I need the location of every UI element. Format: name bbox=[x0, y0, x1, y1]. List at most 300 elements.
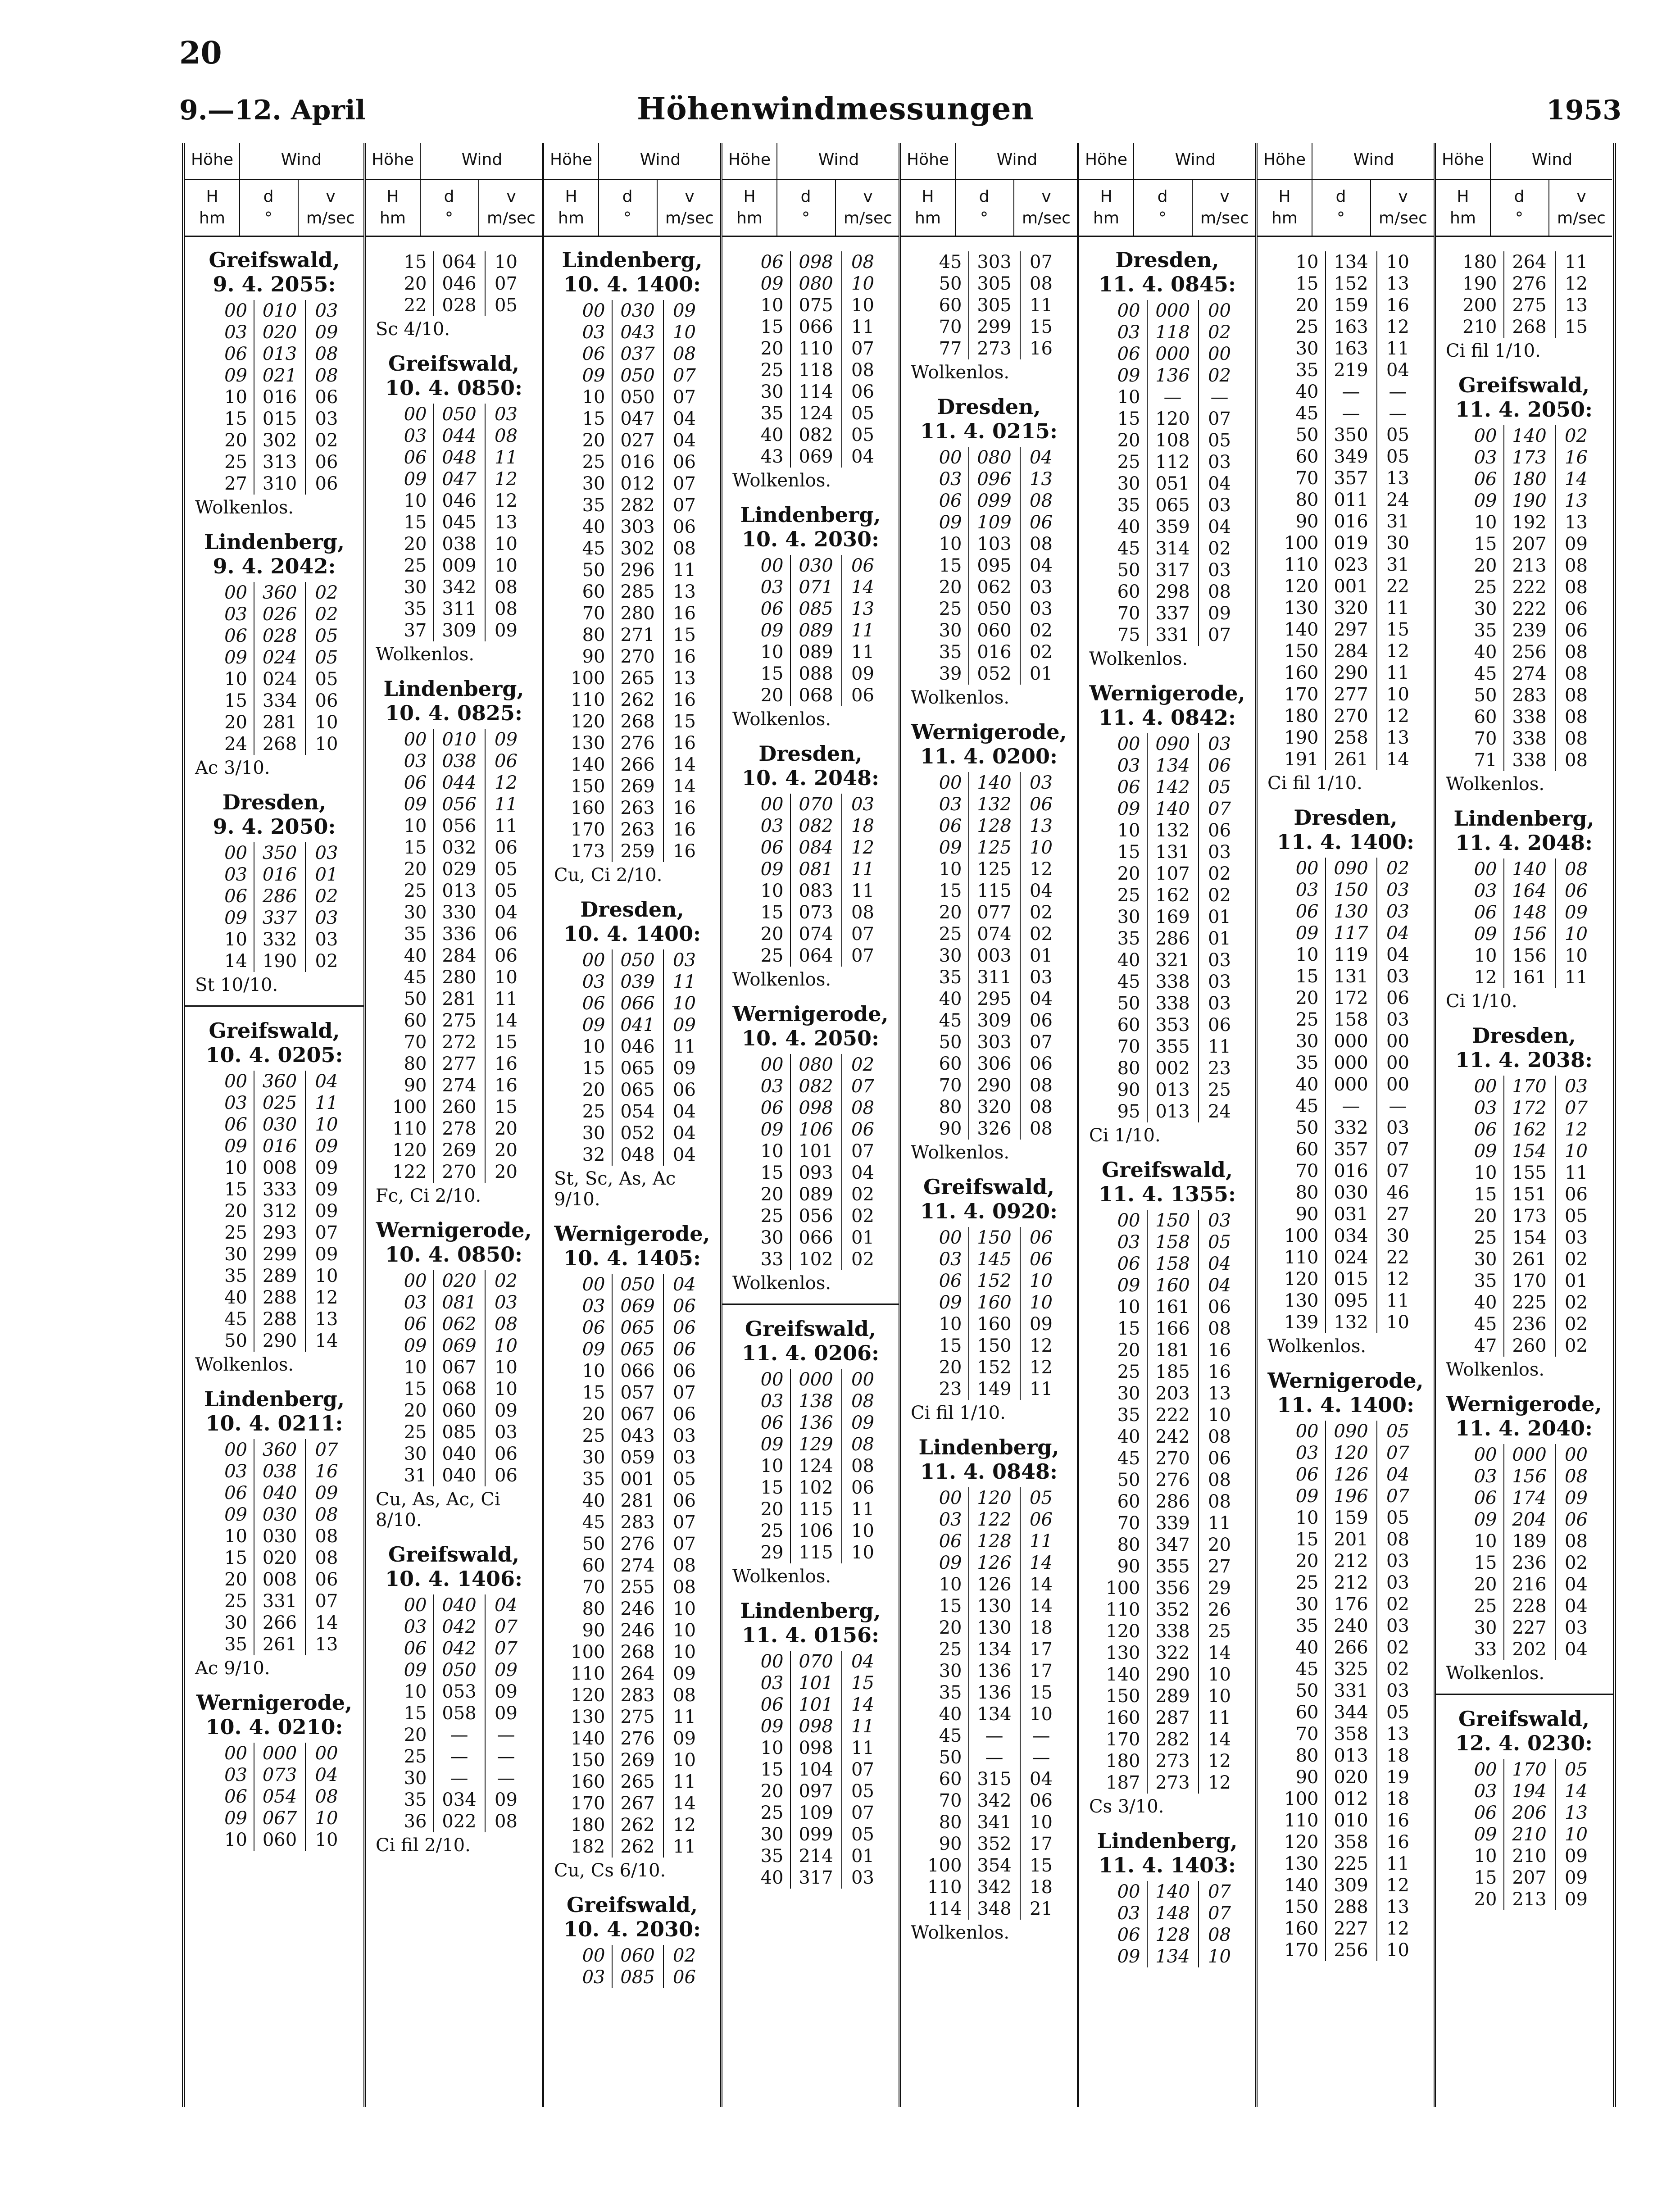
table-row bbox=[381, 577, 527, 598]
speed-cell: 06 bbox=[315, 387, 338, 408]
height-cell: 25 bbox=[1474, 1227, 1497, 1248]
height-cell: 00 bbox=[760, 1369, 784, 1390]
table-row bbox=[381, 1161, 527, 1183]
speed-cell: 07 bbox=[1208, 409, 1231, 429]
column-body bbox=[1079, 248, 1255, 1969]
direction-cell: 151 bbox=[1504, 1184, 1555, 1205]
table-row bbox=[1273, 532, 1419, 554]
speed-cell: 01 bbox=[1208, 928, 1231, 949]
table-row bbox=[201, 386, 347, 408]
speed-cell: 05 bbox=[1565, 1759, 1588, 1780]
speed-cell: 00 bbox=[1565, 1444, 1588, 1465]
table-row bbox=[559, 797, 705, 819]
table-row bbox=[559, 300, 705, 322]
table-row bbox=[1273, 381, 1419, 403]
table-row bbox=[1273, 1550, 1419, 1572]
speed-cell: 12 bbox=[1030, 1357, 1053, 1378]
speed-cell: 15 bbox=[1030, 1855, 1053, 1876]
wind-table bbox=[738, 1369, 884, 1563]
speed-cell: 10 bbox=[1565, 924, 1588, 945]
height-cell: 80 bbox=[1295, 1182, 1319, 1203]
height-cell: 35 bbox=[1295, 1616, 1319, 1636]
station-heading bbox=[722, 1002, 899, 1050]
direction-cell: 158 bbox=[1147, 1253, 1199, 1275]
direction-cell: 020 bbox=[434, 1270, 485, 1292]
direction-cell: 162 bbox=[1147, 885, 1199, 906]
table-row bbox=[1094, 798, 1240, 820]
direction-cell: 059 bbox=[612, 1447, 663, 1468]
table-row bbox=[559, 1144, 705, 1166]
direction-cell: 000 bbox=[1326, 1074, 1377, 1095]
height-cell: 60 bbox=[404, 1010, 427, 1031]
table-row bbox=[1094, 993, 1240, 1014]
table-row bbox=[1273, 554, 1419, 576]
height-cell: 210 bbox=[1462, 317, 1497, 337]
height-cell: 40 bbox=[939, 989, 962, 1009]
table-row bbox=[1273, 858, 1419, 879]
table-row bbox=[916, 1227, 1062, 1249]
table-row bbox=[916, 1096, 1062, 1118]
station-heading bbox=[1079, 1829, 1255, 1877]
height-cell: 25 bbox=[404, 881, 427, 901]
height-cell: 80 bbox=[1117, 1535, 1140, 1555]
speed-cell: 03 bbox=[495, 404, 518, 425]
table-row bbox=[201, 1569, 347, 1590]
direction-cell: 172 bbox=[1504, 1097, 1555, 1119]
height-cell: 03 bbox=[1295, 1443, 1319, 1463]
speed-cell: 11 bbox=[495, 816, 518, 836]
header-divider bbox=[478, 179, 479, 236]
direction-cell: 201 bbox=[1326, 1529, 1377, 1550]
height-cell: 00 bbox=[224, 300, 247, 321]
table-row bbox=[1451, 902, 1597, 923]
speed-cell: 08 bbox=[851, 1434, 874, 1455]
table-row bbox=[1094, 1101, 1240, 1122]
height-cell: 10 bbox=[404, 491, 427, 511]
speed-cell: 06 bbox=[1208, 1297, 1231, 1317]
cloud-note: Wolkenlos. bbox=[1446, 774, 1545, 795]
height-cell: 25 bbox=[939, 924, 962, 945]
speed-cell: 07 bbox=[673, 1512, 696, 1533]
speed-cell: 03 bbox=[315, 929, 338, 950]
speed-cell: 18 bbox=[1030, 1877, 1053, 1898]
speed-cell: 14 bbox=[1386, 749, 1409, 770]
height-cell: 03 bbox=[224, 1461, 247, 1482]
table-row bbox=[559, 386, 705, 408]
table-row bbox=[381, 1053, 527, 1075]
table-row bbox=[381, 404, 527, 425]
station-heading bbox=[185, 790, 363, 839]
direction-cell: 060 bbox=[254, 1829, 305, 1851]
height-cell: 09 bbox=[224, 1136, 247, 1157]
direction-cell: 066 bbox=[790, 316, 842, 338]
speed-cell: 09 bbox=[315, 1158, 338, 1178]
speed-cell: 08 bbox=[1208, 1925, 1231, 1945]
column-header bbox=[1436, 143, 1612, 237]
height-cell: 15 bbox=[760, 1163, 784, 1183]
height-cell: 180 bbox=[571, 1815, 605, 1835]
table-row bbox=[381, 1659, 527, 1681]
direction-cell: 236 bbox=[1504, 1313, 1555, 1335]
direction-cell: 246 bbox=[612, 1598, 663, 1620]
direction-cell: 263 bbox=[612, 797, 663, 819]
direction-cell: 283 bbox=[1504, 685, 1555, 706]
direction-cell: 158 bbox=[1326, 1009, 1377, 1031]
direction-cell: 140 bbox=[1147, 1881, 1199, 1903]
height-cell: 06 bbox=[224, 1483, 247, 1503]
speed-cell: 09 bbox=[673, 1663, 696, 1684]
height-cell: 09 bbox=[1474, 1824, 1497, 1845]
header-h: H bbox=[1278, 187, 1291, 206]
table-row bbox=[381, 1422, 527, 1443]
speed-cell: 10 bbox=[851, 295, 874, 316]
height-cell: 50 bbox=[404, 989, 427, 1009]
header-hoehe: Höhe bbox=[906, 150, 949, 169]
direction-cell: 274 bbox=[1504, 663, 1555, 685]
header-deg: ° bbox=[264, 209, 272, 227]
height-cell: 20 bbox=[1295, 988, 1319, 1008]
direction-cell: 099 bbox=[969, 490, 1020, 512]
date-range: 9.—12. April bbox=[179, 95, 366, 126]
height-cell: 06 bbox=[582, 993, 605, 1014]
cloud-note: Ci 1/10. bbox=[1089, 1125, 1161, 1146]
table-row bbox=[1094, 1361, 1240, 1383]
header-hoehe: Höhe bbox=[728, 150, 771, 169]
table-row bbox=[1273, 749, 1419, 770]
speed-cell: 22 bbox=[1386, 1247, 1409, 1268]
direction-cell: 057 bbox=[612, 1382, 663, 1404]
height-cell: 35 bbox=[224, 1634, 247, 1655]
table-row bbox=[201, 343, 347, 365]
table-row bbox=[1451, 1119, 1597, 1140]
height-cell: 32 bbox=[582, 1145, 605, 1165]
speed-cell: 06 bbox=[1030, 1227, 1053, 1248]
speed-cell: 08 bbox=[851, 360, 874, 381]
table-row bbox=[1273, 1918, 1419, 1939]
wind-table bbox=[916, 1487, 1062, 1920]
height-cell: 10 bbox=[404, 1681, 427, 1702]
direction-cell: 047 bbox=[434, 468, 485, 490]
speed-cell: 11 bbox=[673, 1771, 696, 1792]
height-cell: 45 bbox=[582, 1512, 605, 1533]
direction-cell: 101 bbox=[790, 1140, 842, 1162]
station-name: Wernigerode, bbox=[554, 1222, 710, 1246]
speed-cell: 08 bbox=[1208, 581, 1231, 602]
table-row bbox=[559, 495, 705, 516]
direction-cell: 090 bbox=[1326, 1421, 1377, 1442]
speed-cell: 03 bbox=[1208, 950, 1231, 971]
direction-cell: 066 bbox=[790, 1227, 842, 1249]
table-row bbox=[1451, 1097, 1597, 1119]
height-cell: 25 bbox=[224, 452, 247, 472]
header-deg: ° bbox=[1158, 209, 1167, 227]
direction-cell: — bbox=[434, 1767, 485, 1789]
direction-cell: 360 bbox=[254, 1071, 305, 1092]
direction-cell: 322 bbox=[1147, 1642, 1199, 1664]
table-row bbox=[1273, 1031, 1419, 1052]
column-7 bbox=[1255, 143, 1434, 2107]
cloud-note: Fc, Ci 2/10. bbox=[376, 1185, 481, 1206]
height-cell: 15 bbox=[1117, 409, 1140, 429]
station-heading bbox=[544, 1893, 720, 1941]
direction-cell: 069 bbox=[434, 1335, 485, 1357]
height-cell: 40 bbox=[1295, 382, 1319, 402]
direction-cell: 128 bbox=[969, 815, 1020, 837]
direction-cell: 277 bbox=[1326, 684, 1377, 705]
height-cell: 182 bbox=[571, 1836, 605, 1857]
table-row bbox=[916, 1855, 1062, 1876]
station-name: Greifswald, bbox=[388, 1542, 519, 1567]
height-cell: 80 bbox=[582, 1599, 605, 1619]
table-row bbox=[738, 555, 884, 577]
speed-cell: 10 bbox=[1386, 1312, 1409, 1333]
table-row bbox=[1094, 365, 1240, 386]
table-row bbox=[1094, 1253, 1240, 1275]
height-cell: 15 bbox=[582, 1058, 605, 1079]
direction-cell: 022 bbox=[434, 1811, 485, 1832]
speed-cell: 05 bbox=[495, 881, 518, 901]
direction-cell: 276 bbox=[612, 1533, 663, 1555]
height-cell: 90 bbox=[1295, 511, 1319, 532]
direction-cell: 152 bbox=[969, 1357, 1020, 1378]
table-row bbox=[738, 1140, 884, 1162]
table-row bbox=[381, 1270, 527, 1292]
direction-cell: 038 bbox=[434, 750, 485, 772]
speed-cell: — bbox=[497, 1746, 515, 1767]
station-date: 9. 4. 2050: bbox=[213, 814, 336, 839]
header-divider bbox=[835, 179, 836, 236]
speed-cell: 12 bbox=[1386, 1918, 1409, 1939]
height-cell: 90 bbox=[939, 1834, 962, 1854]
direction-cell: 222 bbox=[1504, 577, 1555, 598]
table-row bbox=[1273, 1939, 1419, 1961]
table-row bbox=[916, 1876, 1062, 1898]
direction-cell: 115 bbox=[790, 1542, 842, 1563]
direction-cell: 120 bbox=[1147, 408, 1199, 430]
height-cell: 09 bbox=[1474, 1509, 1497, 1530]
direction-cell: 134 bbox=[969, 1703, 1020, 1725]
table-row bbox=[1094, 755, 1240, 777]
speed-cell: 12 bbox=[315, 1287, 338, 1308]
height-cell: 10 bbox=[404, 1357, 427, 1378]
direction-cell: 286 bbox=[254, 886, 305, 907]
table-row bbox=[1451, 1889, 1597, 1910]
height-cell: 03 bbox=[760, 1673, 784, 1694]
header-ms: m/sec bbox=[1022, 209, 1071, 227]
table-row bbox=[1273, 1875, 1419, 1896]
speed-cell: 10 bbox=[495, 1357, 518, 1378]
height-cell: 20 bbox=[224, 1201, 247, 1222]
speed-cell: 09 bbox=[495, 1790, 518, 1810]
height-cell: 170 bbox=[571, 1793, 605, 1814]
direction-cell: 306 bbox=[969, 1053, 1020, 1075]
direction-cell: — bbox=[1326, 381, 1377, 403]
speed-cell: 02 bbox=[851, 1054, 874, 1075]
table-row bbox=[559, 993, 705, 1014]
table-row bbox=[1451, 1595, 1597, 1617]
table-row bbox=[381, 902, 527, 923]
station-heading bbox=[722, 741, 899, 790]
table-row bbox=[201, 1547, 347, 1569]
table-row bbox=[201, 950, 347, 972]
table-row bbox=[559, 1598, 705, 1620]
table-row bbox=[559, 1490, 705, 1512]
speed-cell: 11 bbox=[673, 1036, 696, 1057]
direction-cell: 104 bbox=[790, 1759, 842, 1781]
table-row bbox=[559, 1967, 705, 1988]
table-row bbox=[1094, 408, 1240, 430]
table-row bbox=[1094, 1642, 1240, 1664]
direction-cell: 210 bbox=[1504, 1824, 1555, 1845]
speed-cell: 02 bbox=[851, 1184, 874, 1205]
height-cell: 80 bbox=[404, 1054, 427, 1074]
speed-cell: 10 bbox=[1030, 1292, 1053, 1313]
speed-cell: 08 bbox=[1565, 1466, 1588, 1487]
direction-cell: 331 bbox=[1147, 624, 1199, 646]
speed-cell: 06 bbox=[315, 1569, 338, 1590]
direction-cell: 305 bbox=[969, 273, 1020, 295]
height-cell: 22 bbox=[404, 295, 427, 316]
direction-cell: 016 bbox=[969, 641, 1020, 663]
direction-cell: 342 bbox=[969, 1790, 1020, 1812]
table-row bbox=[559, 1339, 705, 1360]
direction-cell: 338 bbox=[1504, 749, 1555, 771]
speed-cell: 03 bbox=[851, 1867, 874, 1888]
speed-cell: 02 bbox=[1030, 902, 1053, 923]
height-cell: 20 bbox=[1117, 1340, 1140, 1361]
direction-cell: 132 bbox=[1326, 1312, 1377, 1333]
speed-cell: 10 bbox=[673, 1750, 696, 1771]
height-cell: 35 bbox=[939, 642, 962, 663]
table-row bbox=[1273, 295, 1419, 316]
speed-cell: 10 bbox=[315, 1830, 338, 1850]
direction-cell: 073 bbox=[254, 1764, 305, 1786]
speed-cell: 03 bbox=[315, 908, 338, 928]
table-row bbox=[201, 1244, 347, 1265]
speed-cell: 07 bbox=[315, 1440, 338, 1460]
speed-cell: 08 bbox=[1030, 273, 1053, 294]
direction-cell: 290 bbox=[969, 1075, 1020, 1096]
direction-cell: 256 bbox=[1504, 641, 1555, 663]
speed-cell: 06 bbox=[673, 1080, 696, 1100]
speed-cell: 10 bbox=[495, 534, 518, 554]
speed-cell: 05 bbox=[1208, 430, 1231, 451]
direction-cell: 038 bbox=[434, 533, 485, 555]
height-cell: 20 bbox=[404, 1725, 427, 1745]
speed-cell: 04 bbox=[673, 1145, 696, 1165]
speed-cell: 16 bbox=[1386, 1832, 1409, 1853]
height-cell: 09 bbox=[1295, 923, 1319, 944]
wind-table bbox=[559, 949, 705, 1166]
table-row bbox=[201, 1526, 347, 1547]
header-h: H bbox=[743, 187, 756, 206]
direction-cell: 317 bbox=[790, 1867, 842, 1889]
table-row bbox=[559, 538, 705, 559]
cloud-note: Wolkenlos. bbox=[911, 1142, 1010, 1163]
height-cell: 03 bbox=[1474, 1466, 1497, 1487]
table-row bbox=[559, 1706, 705, 1728]
speed-cell: 07 bbox=[851, 1803, 874, 1823]
height-cell: 09 bbox=[404, 1335, 427, 1356]
cloud-note: Sc 4/10. bbox=[376, 319, 450, 340]
table-row bbox=[738, 685, 884, 706]
speed-cell: 05 bbox=[315, 647, 338, 668]
station-name: Greifswald, bbox=[209, 248, 340, 272]
height-cell: 30 bbox=[582, 1123, 605, 1144]
table-row bbox=[1094, 885, 1240, 906]
direction-cell: 120 bbox=[969, 1487, 1020, 1509]
station-date: 11. 4. 0206: bbox=[741, 1341, 880, 1365]
height-cell: 03 bbox=[939, 1509, 962, 1530]
cloud-note: Ac 9/10. bbox=[195, 1658, 270, 1679]
speed-cell: 08 bbox=[1208, 1470, 1231, 1490]
direction-cell: 052 bbox=[969, 663, 1020, 685]
station-date: 11. 4. 0920: bbox=[920, 1199, 1058, 1223]
height-cell: 03 bbox=[582, 972, 605, 992]
height-cell: 30 bbox=[1117, 473, 1140, 494]
table-row bbox=[1094, 820, 1240, 841]
table-row bbox=[738, 1412, 884, 1434]
table-row bbox=[1094, 300, 1240, 322]
height-cell: 40 bbox=[1117, 950, 1140, 971]
direction-cell: 296 bbox=[612, 559, 663, 581]
direction-cell: 357 bbox=[1326, 468, 1377, 489]
direction-cell: 158 bbox=[1147, 1231, 1199, 1253]
speed-cell: 11 bbox=[1208, 1708, 1231, 1728]
table-row bbox=[1451, 555, 1597, 577]
direction-cell: 112 bbox=[1147, 451, 1199, 473]
cloud-note: Wolkenlos. bbox=[911, 687, 1010, 708]
direction-cell: 062 bbox=[434, 1313, 485, 1335]
station-date: 10. 4. 1400: bbox=[563, 922, 701, 946]
table-row bbox=[1094, 777, 1240, 798]
speed-cell: 04 bbox=[673, 1101, 696, 1122]
height-cell: 06 bbox=[1474, 1488, 1497, 1508]
table-row bbox=[916, 1812, 1062, 1833]
station-name: Lindenberg, bbox=[740, 1599, 881, 1623]
speed-cell: 12 bbox=[1386, 641, 1409, 662]
station-date: 10. 4. 0850: bbox=[385, 1242, 523, 1267]
direction-cell: 145 bbox=[969, 1249, 1020, 1270]
table-row bbox=[201, 1287, 347, 1308]
direction-cell: 354 bbox=[969, 1855, 1020, 1876]
height-cell: 30 bbox=[404, 1444, 427, 1464]
table-row bbox=[738, 1227, 884, 1249]
header-d: d bbox=[1157, 187, 1168, 206]
column-body bbox=[544, 248, 720, 1990]
table-row bbox=[738, 598, 884, 620]
table-row bbox=[1451, 1867, 1597, 1889]
height-cell: 140 bbox=[1284, 619, 1319, 640]
height-cell: 09 bbox=[939, 1553, 962, 1573]
table-row bbox=[1273, 901, 1419, 922]
height-cell: 09 bbox=[1117, 799, 1140, 819]
table-row bbox=[1094, 495, 1240, 516]
speed-cell: 07 bbox=[1030, 1032, 1053, 1053]
table-row bbox=[1273, 662, 1419, 684]
table-row bbox=[201, 647, 347, 668]
height-cell: 160 bbox=[1284, 663, 1319, 683]
header-h: H bbox=[1100, 187, 1112, 206]
direction-cell: 043 bbox=[612, 322, 663, 343]
height-cell: 00 bbox=[1295, 858, 1319, 879]
speed-cell: 09 bbox=[315, 322, 338, 343]
speed-cell: 08 bbox=[1030, 1075, 1053, 1096]
speed-cell: 07 bbox=[1565, 1098, 1588, 1118]
direction-cell: 268 bbox=[1504, 316, 1555, 338]
table-row bbox=[381, 729, 527, 750]
speed-cell: 10 bbox=[315, 712, 338, 733]
